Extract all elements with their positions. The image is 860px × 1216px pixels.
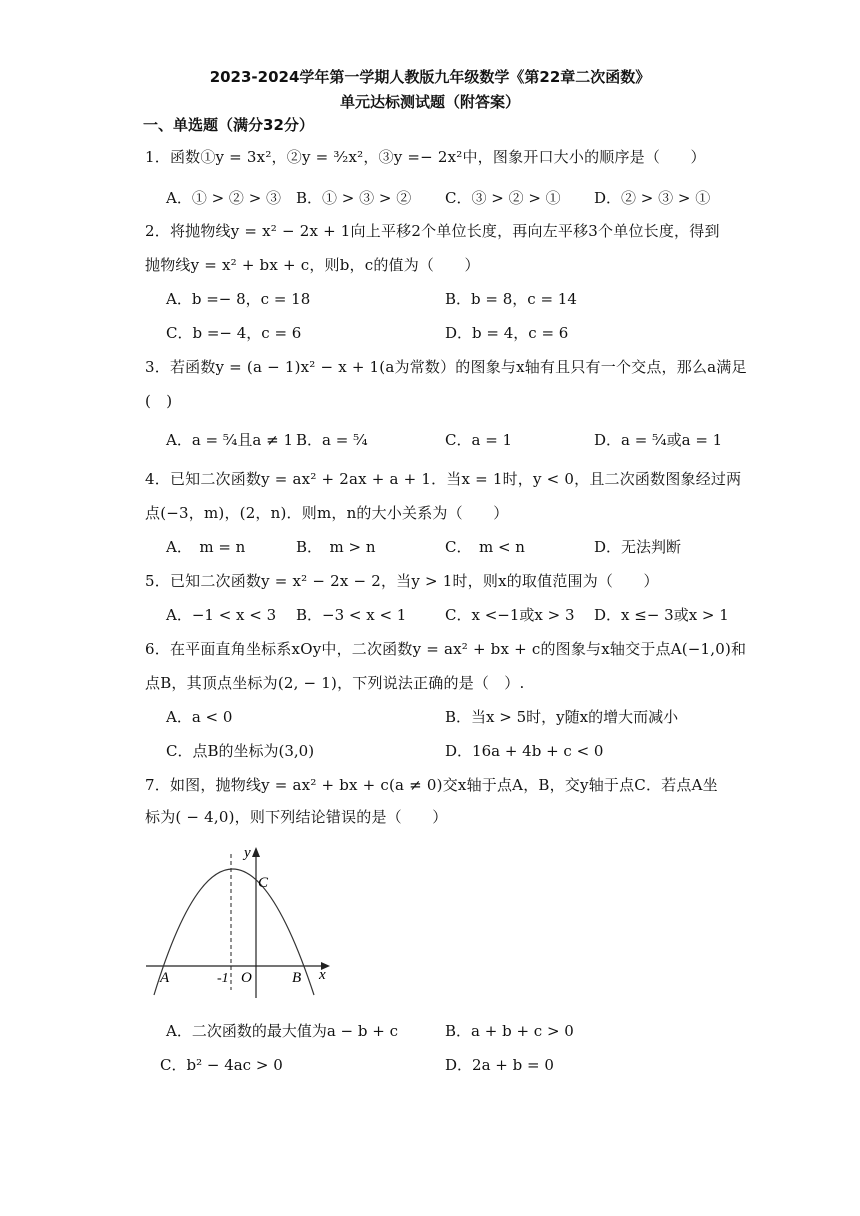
question-3-option-c: C．a = 1	[445, 431, 513, 449]
question-2-line-1: 2．将抛物线y = x² − 2x + 1向上平移2个单位长度，再向左平移3个单位长度，得到	[145, 222, 720, 240]
point-a-label: A	[160, 970, 170, 986]
question-2-line-2: 抛物线y = x² + bx + c，则b，c的值为（ ）	[145, 256, 480, 274]
parabola-figure	[140, 840, 340, 1005]
question-5-option-a: A．−1 < x < 3	[166, 606, 277, 624]
question-1-option-c: C．③ > ② > ①	[445, 189, 561, 207]
question-7-line-2: 标为( − 4,0)，则下列结论错误的是（ ）	[145, 808, 448, 826]
question-6-option-d: D．16a + 4b + c < 0	[445, 742, 604, 760]
question-1-option-b: B．① > ③ > ②	[296, 189, 412, 207]
question-6-line-1: 6．在平面直角坐标系xOy中，二次函数y = ax² + bx + c的图象与x轴交于点A(−1,0)和	[145, 640, 747, 658]
question-7-line-1: 7．如图，抛物线y = ax² + bx + c(a ≠ 0)交x轴于点A，B，交y轴于点C．若点A坐	[145, 776, 718, 794]
point-b-label: B	[292, 970, 302, 986]
section-heading: 一、单选题（满分32分）	[143, 116, 314, 134]
question-3-option-b: B．a = ⁵⁄₄	[296, 431, 368, 449]
question-7-option-d: D．2a + b = 0	[445, 1056, 554, 1074]
question-2-option-a: A．b =− 8，c = 18	[166, 290, 311, 308]
parabola-curve	[154, 869, 314, 995]
question-4-option-a: A． m = n	[166, 538, 246, 556]
question-3-option-d: D．a = ⁵⁄₄或a = 1	[594, 431, 723, 449]
neg-one-label: -1	[217, 971, 229, 986]
question-4-option-d: D．无法判断	[594, 538, 682, 556]
question-2-option-c: C．b =− 4，c = 6	[166, 324, 302, 342]
question-6-line-2: 点B，其顶点坐标为(2, − 1)，下列说法正确的是（ ）.	[145, 674, 525, 692]
question-7-option-a: A．二次函数的最大值为a − b + c	[166, 1022, 398, 1040]
y-axis-arrow	[252, 847, 260, 857]
page-subtitle: 单元达标测试题（附答案）	[339, 93, 520, 111]
question-1-line-1: 1．函数①y = 3x²，②y = ³⁄₂x²，③y =− 2x²中，图象开口大小的顺序是（ ）	[145, 148, 706, 166]
question-6-option-b: B．当x > 5时，y随x的增大而减小	[445, 708, 679, 726]
question-6-option-c: C．点B的坐标为(3,0)	[166, 742, 315, 760]
origin-label: O	[241, 970, 252, 986]
question-5-line-1: 5．已知二次函数y = x² − 2x − 2，当y > 1时，则x的取值范围为（ ）	[145, 572, 659, 590]
question-4-line-1: 4．已知二次函数y = ax² + 2ax + a + 1．当x = 1时，y < 0，且二次函数图象经过两	[145, 470, 742, 488]
question-2-option-b: B．b = 8，c = 14	[445, 290, 577, 308]
question-5-option-d: D．x ≤− 3或x > 1	[594, 606, 729, 624]
x-axis-label: x	[319, 967, 326, 983]
question-1-option-a: A．① > ② > ③	[166, 189, 282, 207]
question-3-option-a: A．a = ⁵⁄₄且a ≠ 1	[166, 431, 294, 449]
y-axis-label: y	[244, 845, 251, 861]
question-4-line-2: 点(−3，m)，(2，n)．则m，n的大小关系为（ ）	[145, 504, 509, 522]
question-2-option-d: D．b = 4，c = 6	[445, 324, 569, 342]
question-3-line-1: 3．若函数y = (a − 1)x² − x + 1(a为常数）的图象与x轴有且只有一个交点，那么a满足	[145, 358, 747, 376]
question-6-option-a: A．a < 0	[166, 708, 233, 726]
question-4-option-b: B． m > n	[296, 538, 376, 556]
question-5-option-b: B．−3 < x < 1	[296, 606, 407, 624]
question-1-option-d: D．② > ③ > ①	[594, 189, 711, 207]
question-7-option-b: B．a + b + c > 0	[445, 1022, 574, 1040]
question-7-option-c: C．b² − 4ac > 0	[160, 1056, 283, 1074]
question-4-option-c: C． m < n	[445, 538, 525, 556]
question-5-option-c: C．x <−1或x > 3	[445, 606, 575, 624]
page-title: 2023-2024学年第一学期人教版九年级数学《第22章二次函数》	[209, 68, 651, 86]
question-3-line-2: ( )	[145, 392, 173, 410]
point-c-label: C	[258, 875, 269, 891]
